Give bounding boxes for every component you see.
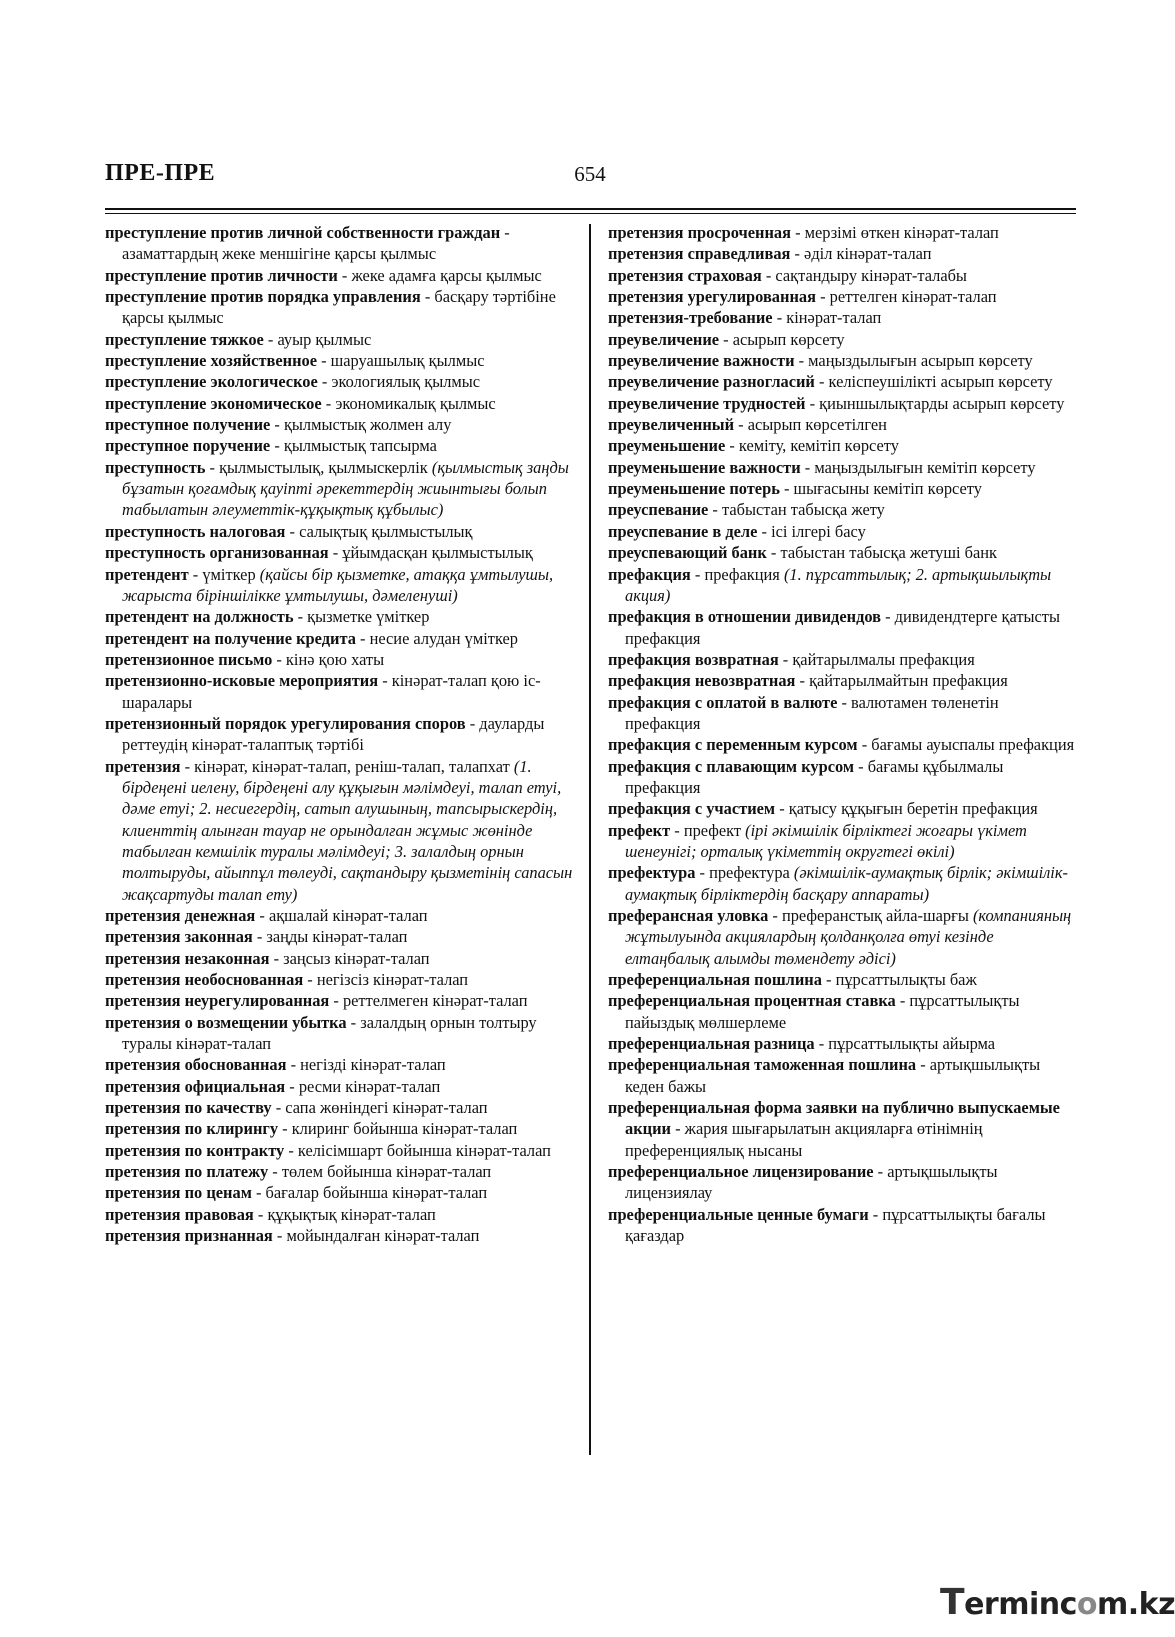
- entry-separator: -: [180, 756, 195, 776]
- entry-separator: -: [321, 393, 336, 413]
- page-header-title: ПРЕ-ПРЕ: [105, 160, 216, 186]
- dictionary-entry: [608, 820, 1078, 863]
- entry-term: преувеличение: [608, 329, 720, 349]
- entry-definition: кінәрат, кінәрат-талап, реніш-талап, талапхат: [194, 756, 510, 776]
- entry-definition: ісі ілгері басу: [771, 521, 866, 541]
- entry-term: префакция с плавающим курсом: [608, 756, 855, 776]
- entry-definition: бағалар бойынша кінәрат-талап: [265, 1183, 488, 1203]
- entry-separator: -: [337, 265, 352, 285]
- dictionary-entry: [608, 990, 1078, 1033]
- entry-separator: -: [420, 287, 435, 307]
- page-number: 654: [574, 162, 606, 186]
- entry-separator: -: [800, 457, 815, 477]
- dictionary-entry: [105, 713, 578, 756]
- entry-definition: бағамы құбылмалы префакция: [625, 756, 1004, 797]
- entry-definition: қайтарылмайтын префакция: [809, 671, 1008, 691]
- entry-definition: дауларды реттеудің кінәрат-талаптық тәртібі: [122, 713, 545, 755]
- entry-term: претензия признанная: [105, 1226, 273, 1246]
- dictionary-entry: [105, 350, 578, 371]
- entry-definition: асырып көрсетілген: [747, 415, 887, 435]
- dictionary-entry: [608, 329, 1078, 350]
- entry-definition: жария шығарылатын акцияларға өтінімнің преференциялық нысаны: [625, 1119, 983, 1160]
- dictionary-entry: [105, 222, 578, 265]
- dictionary-entry: [608, 243, 1078, 264]
- entry-separator: -: [775, 799, 789, 819]
- dictionary-entry: [105, 286, 578, 329]
- entry-separator: -: [791, 223, 805, 242]
- entry-term: претендент на должность: [105, 607, 294, 627]
- entry-definition: пұрсаттылықты айырма: [828, 1034, 996, 1054]
- entry-term: преференциальная таможенная пошлина: [608, 1055, 917, 1075]
- entry-term: претензия обоснованная: [105, 1055, 287, 1075]
- entry-separator: -: [355, 628, 370, 648]
- entry-term: преференциальные ценные бумаги: [608, 1204, 869, 1224]
- entry-separator: -: [328, 543, 343, 563]
- dictionary-entry: [608, 734, 1078, 755]
- entry-separator: -: [670, 820, 684, 840]
- entry-separator: -: [255, 906, 269, 925]
- entry-separator: -: [837, 692, 852, 712]
- dictionary-entry: [608, 393, 1078, 414]
- entry-separator: -: [772, 308, 787, 328]
- entry-definition: мерзімі өткен кінәрат-талап: [804, 223, 999, 242]
- entry-term: префакция с оплатой в валюте: [608, 692, 838, 712]
- entry-separator: -: [329, 991, 343, 1011]
- dictionary-entry: [105, 1097, 578, 1118]
- dictionary-entry: [105, 1161, 578, 1182]
- entry-gloss: (ірі әкімшілік бірліктегі жоғары үкімет шенеунігі; орталық үкіметтің округтегі өкілі): [625, 820, 1027, 861]
- entry-definition: сапа жөніндегі кінәрат-талап: [285, 1098, 488, 1118]
- entry-term: преувеличение разногласий: [608, 372, 815, 392]
- entry-separator: -: [303, 970, 317, 990]
- entry-term: претензия правовая: [105, 1204, 254, 1224]
- entry-definition: төлем бойынша кінәрат-талап: [281, 1162, 492, 1182]
- column-divider: [589, 224, 591, 1455]
- entry-term: претензия необоснованная: [105, 970, 304, 990]
- entry-definition: экологиялық қылмыс: [331, 372, 481, 392]
- entry-definition: пұрсаттылықты пайыздық мөлшерлеме: [625, 991, 1020, 1032]
- entry-separator: -: [272, 649, 286, 669]
- entry-separator: -: [761, 265, 776, 285]
- dictionary-entry: [608, 969, 1078, 990]
- dictionary-entry: [105, 414, 578, 435]
- entry-definition: қылмыстық жолмен алу: [283, 415, 452, 435]
- entry-term: претензия о возмещении убытка: [105, 1012, 347, 1032]
- entry-term: преступное получение: [105, 415, 271, 435]
- entry-separator: -: [695, 863, 710, 883]
- entry-separator: -: [814, 372, 829, 392]
- entry-separator: -: [270, 436, 284, 456]
- dictionary-entry: [608, 649, 1078, 670]
- dictionary-entry: [105, 435, 578, 456]
- entry-definition: келісімшарт бойынша кінәрат-талап: [297, 1140, 551, 1160]
- entry-term: префакция: [608, 564, 691, 584]
- entry-term: претендент на получение кредита: [105, 628, 356, 648]
- dictionary-entry: [608, 1054, 1078, 1097]
- entry-term: претензия законная: [105, 927, 253, 947]
- entry-separator: -: [317, 351, 331, 371]
- entry-definition: маңыздылығын кемітіп көрсету: [814, 457, 1036, 477]
- entry-separator: -: [269, 948, 284, 968]
- entry-definition: кінәрат-талап: [786, 308, 882, 328]
- entry-definition: әділ кінәрат-талап: [804, 244, 932, 264]
- dictionary-entry: [105, 1118, 578, 1139]
- entry-definition: асырып көрсету: [732, 329, 845, 349]
- entry-separator: -: [766, 543, 781, 563]
- dictionary-entry: [105, 628, 578, 649]
- entry-separator: -: [895, 991, 910, 1011]
- dictionary-entry: [105, 1140, 578, 1161]
- left-column: [105, 222, 578, 1247]
- entry-term: префакция в отношении дивидендов: [608, 607, 881, 627]
- dictionary-entry: [608, 265, 1078, 286]
- dictionary-entry: [608, 905, 1078, 969]
- entry-separator: -: [293, 607, 308, 627]
- entry-separator: -: [854, 756, 868, 776]
- entry-definition: кеміту, кемітіп көрсету: [738, 436, 899, 456]
- dictionary-entry: [608, 414, 1078, 435]
- dictionary-entry: [608, 435, 1078, 456]
- entry-separator: -: [205, 457, 220, 477]
- entry-term: преступление тяжкое: [105, 329, 264, 349]
- entry-definition: құқықтық кінәрат-талап: [267, 1204, 436, 1224]
- entry-definition: ұйымдасқан қылмыстылық: [342, 543, 533, 563]
- entry-separator: -: [708, 500, 722, 520]
- entry-separator: -: [268, 1162, 282, 1182]
- entry-separator: -: [272, 1226, 287, 1246]
- header-rule-thick: [105, 208, 1076, 210]
- dictionary-entry: [608, 478, 1078, 499]
- dictionary-entry: [105, 329, 578, 350]
- entry-definition: реттелген кінәрат-талап: [829, 287, 997, 307]
- entry-definition: шығасыны кемітіп көрсету: [793, 479, 982, 499]
- entry-separator: -: [465, 713, 480, 733]
- entry-term: преступность: [105, 457, 206, 477]
- entry-term: претензия по клирингу: [105, 1119, 279, 1139]
- entry-term: преступление экологическое: [105, 372, 318, 392]
- entry-definition: табыстан табысқа жету: [721, 500, 885, 520]
- dictionary-entry: [105, 1182, 578, 1203]
- entry-definition: маңыздылығын асырып көрсету: [808, 351, 1033, 371]
- entry-definition: пұрсаттылықты баж: [835, 970, 977, 990]
- entry-term: преступное поручение: [105, 436, 271, 456]
- dictionary-entry: [105, 1076, 578, 1097]
- entry-separator: -: [725, 436, 739, 456]
- dictionary-entry: [608, 521, 1078, 542]
- entry-definition: реттелмеген кінәрат-талап: [342, 991, 528, 1011]
- entry-term: преуменьшение: [608, 436, 726, 456]
- dictionary-entry: [608, 798, 1078, 819]
- entry-separator: -: [805, 393, 820, 413]
- entry-separator: -: [857, 735, 872, 755]
- entry-separator: -: [795, 671, 810, 691]
- entry-separator: -: [757, 521, 772, 541]
- entry-definition: қатысу құқығын беретін префакция: [788, 799, 1038, 819]
- dictionary-entry: [105, 521, 578, 542]
- entry-separator: -: [814, 1034, 829, 1054]
- dictionary-entry: [608, 1033, 1078, 1054]
- dictionary-entry: [608, 499, 1078, 520]
- entry-term: претензия официальная: [105, 1076, 286, 1096]
- entry-definition: азаматтардың жеке меншігіне қарсы қылмыс: [122, 244, 437, 264]
- entry-term: преступление против личности: [105, 265, 338, 285]
- dictionary-entry: [608, 542, 1078, 563]
- entry-term: преуспевание в деле: [608, 521, 758, 541]
- entry-definition: кінә қою хаты: [285, 649, 385, 669]
- entry-gloss: (қайсы бір қызметке, атаққа ұмтылушы, жарыста біріншілікке ұмтылушы, дәмеленуші): [122, 564, 554, 605]
- entry-definition: экономикалық қылмыс: [335, 393, 496, 413]
- entry-term: префакция с переменным курсом: [608, 735, 858, 755]
- entry-definition: префект: [683, 820, 742, 840]
- entry-definition: префектура: [709, 863, 790, 883]
- entry-definition: заңсыз кінәрат-талап: [283, 948, 430, 968]
- entry-separator: -: [188, 564, 203, 584]
- header-rule-thin: [105, 213, 1076, 214]
- entry-definition: ақшалай кінәрат-талап: [268, 906, 428, 925]
- entry-separator: -: [868, 1204, 883, 1224]
- entry-separator: -: [263, 329, 278, 349]
- entry-definition: қылмыстық тапсырма: [283, 436, 437, 456]
- entry-separator: -: [821, 970, 836, 990]
- entry-definition: қызметке үміткер: [307, 607, 430, 627]
- entry-definition: валютамен төленетін префакция: [625, 692, 999, 733]
- entry-term: преступление хозяйственное: [105, 351, 317, 371]
- entry-separator: -: [873, 1162, 888, 1182]
- entry-definition: негізді кінәрат-талап: [300, 1055, 446, 1075]
- entry-separator: -: [251, 1183, 266, 1203]
- entry-gloss: (әкімшілік-аумақтық бірлік; әкімшілік-аумақтық бірліктердің басқару аппараты): [625, 863, 1068, 904]
- dictionary-entry: [105, 457, 578, 521]
- dictionary-entry: [608, 286, 1078, 307]
- dictionary-entry: [105, 948, 578, 969]
- entry-term: преувеличение важности: [608, 351, 795, 371]
- entry-definition: заңды кінәрат-талап: [266, 927, 408, 947]
- entry-separator: -: [779, 479, 794, 499]
- entry-term: претендент: [105, 564, 189, 584]
- entry-term: преуменьшение важности: [608, 457, 801, 477]
- entry-definition: артықшылықты лицензиялау: [625, 1162, 998, 1203]
- dictionary-entry: [608, 1161, 1078, 1204]
- entry-term: претензия по платежу: [105, 1162, 269, 1182]
- entry-definition: жеке адамға қарсы қылмыс: [351, 265, 542, 285]
- entry-term: преференциальная форма заявки на публично выпускаемые акции: [608, 1098, 1060, 1139]
- entry-term: префакция невозвратная: [608, 671, 796, 691]
- entry-term: префакция с участием: [608, 799, 776, 819]
- entry-separator: -: [271, 1098, 286, 1118]
- entry-separator: -: [253, 1204, 268, 1224]
- entry-term: преуменьшение потерь: [608, 479, 780, 499]
- entry-separator: -: [794, 351, 809, 371]
- dictionary-entry: [105, 393, 578, 414]
- entry-separator: -: [768, 906, 782, 925]
- entry-separator: -: [346, 1012, 361, 1032]
- entry-term: преуспевание: [608, 500, 709, 520]
- entry-term: преференциальная разница: [608, 1034, 815, 1054]
- dictionary-entry: [105, 670, 578, 713]
- entry-definition: негізсіз кінәрат-талап: [316, 970, 469, 990]
- termincom-logo: Termincom.kz: [940, 1582, 1175, 1623]
- entry-definition: үміткер: [202, 564, 256, 584]
- entry-separator: -: [719, 329, 733, 349]
- entry-definition: қиыншылықтарды асырып көрсету: [819, 393, 1065, 413]
- dictionary-entry: [608, 350, 1078, 371]
- entry-term: претензия просроченная: [608, 223, 791, 242]
- entry-term: претензия по ценам: [105, 1183, 252, 1203]
- entry-separator: -: [670, 1119, 685, 1139]
- entry-separator: -: [916, 1055, 930, 1075]
- entry-term: преступление экономическое: [105, 393, 322, 413]
- entry-separator: -: [270, 415, 284, 435]
- entry-separator: -: [286, 1055, 301, 1075]
- dictionary-entry: [608, 862, 1078, 905]
- entry-definition: клиринг бойынша кінәрат-талап: [291, 1119, 518, 1139]
- entry-definition: дивидендтерге қатысты префакция: [625, 607, 1060, 648]
- entry-gloss: (1. пұрсаттылық; 2. артықшылықты акция): [625, 564, 1052, 605]
- dictionary-entry: [608, 457, 1078, 478]
- entry-term: претензия: [105, 756, 181, 776]
- entry-term: претензия незаконная: [105, 948, 270, 968]
- entry-term: префакция возвратная: [608, 649, 779, 669]
- entry-term: претензия денежная: [105, 906, 256, 925]
- entry-separator: -: [734, 415, 748, 435]
- entry-term: преференциальная процентная ставка: [608, 991, 896, 1011]
- dictionary-entry: [608, 1097, 1078, 1161]
- entry-term: претензия страховая: [608, 265, 762, 285]
- entry-term: преуспевающий банк: [608, 543, 767, 563]
- dictionary-entry: [105, 542, 578, 563]
- entry-term: претензия по контракту: [105, 1140, 285, 1160]
- entry-separator: -: [778, 649, 793, 669]
- dictionary-entry: [105, 606, 578, 627]
- entry-term: преференциальное лицензирование: [608, 1162, 874, 1182]
- entry-term: претензия-требование: [608, 308, 773, 328]
- dictionary-entry: [105, 1225, 578, 1246]
- entry-definition: артықшылықты кеден бажы: [625, 1055, 1041, 1096]
- entry-definition: мойындалған кінәрат-талап: [286, 1226, 480, 1246]
- dictionary-entry: [105, 371, 578, 392]
- entry-term: преступление против личной собственности граждан: [105, 223, 501, 242]
- entry-separator: -: [815, 287, 830, 307]
- entry-definition: ауыр қылмыс: [277, 329, 372, 349]
- entry-definition: сақтандыру кінәрат-талабы: [775, 265, 967, 285]
- entry-definition: шаруашылық қылмыс: [330, 351, 485, 371]
- entry-separator: -: [252, 927, 267, 947]
- entry-term: префект: [608, 820, 671, 840]
- dictionary-entry: [608, 564, 1078, 607]
- dictionary-entry: [608, 670, 1078, 691]
- dictionary-entry: [608, 371, 1078, 392]
- entry-separator: -: [790, 244, 805, 264]
- entry-definition: табыстан табысқа жетуші банк: [780, 543, 997, 563]
- entry-definition: ресми кінәрат-талап: [298, 1076, 441, 1096]
- entry-term: претензионный порядок урегулирования споров: [105, 713, 466, 733]
- dictionary-entry: [608, 606, 1078, 649]
- dictionary-entry: [105, 926, 578, 947]
- entry-term: преувеличенный: [608, 415, 735, 435]
- entry-separator: -: [278, 1119, 292, 1139]
- entry-definition: келіспеушілікті асырып көрсету: [828, 372, 1053, 392]
- entry-gloss: (компанияның жұтылуында акциялардың қолданқолға өтуі кезінде елтаңбалық алымды төмендету әдісі): [625, 906, 1072, 968]
- dictionary-entry: [105, 564, 578, 607]
- dictionary-entry: [105, 990, 578, 1011]
- entry-term: претензия справедливая: [608, 244, 791, 264]
- entry-separator: -: [285, 521, 300, 541]
- entry-definition: кінәрат-талап қою іс-шаралары: [122, 671, 541, 712]
- entry-definition: преферанстық айла-шарғы: [781, 906, 969, 925]
- dictionary-entry: [608, 222, 1078, 243]
- entry-separator: -: [378, 671, 392, 691]
- entry-gloss: (қылмыстық заңды бұзатын қоғамдық қауіпті әрекеттердің жиынтығы болып табылатын әлеуметтік-құқықтық құбылыс): [122, 457, 569, 520]
- entry-term: претензия по качеству: [105, 1098, 272, 1118]
- entry-separator: -: [881, 607, 895, 627]
- dictionary-entry: [105, 969, 578, 990]
- entry-term: преференциальная пошлина: [608, 970, 822, 990]
- entry-term: преувеличение трудностей: [608, 393, 806, 413]
- dictionary-entry: [105, 905, 578, 926]
- entry-term: претензия неурегулированная: [105, 991, 330, 1011]
- dictionary-entry: [105, 1012, 578, 1055]
- entry-separator: -: [285, 1076, 299, 1096]
- dictionary-entry: [105, 265, 578, 286]
- dictionary-entry: [608, 307, 1078, 328]
- entry-term: преступность налоговая: [105, 521, 286, 541]
- entry-definition: залалдың орнын толтыру туралы кінәрат-талап: [122, 1012, 537, 1054]
- entry-definition: басқару тәртібіне қарсы қылмыс: [122, 287, 556, 328]
- entry-term: претензионное письмо: [105, 649, 273, 669]
- right-column: [608, 222, 1078, 1247]
- entry-term: префектура: [608, 863, 696, 883]
- entry-term: преферансная уловка: [608, 906, 769, 925]
- dictionary-entry: [608, 692, 1078, 735]
- entry-definition: қайтарылмалы префакция: [792, 649, 975, 669]
- entry-definition: қылмыстылық, қылмыскерлік: [219, 457, 428, 477]
- entry-term: преступность организованная: [105, 543, 329, 563]
- entry-term: претензионно-исковые мероприятия: [105, 671, 379, 691]
- entry-gloss: (1. бірдеңені иелену, бірдеңені алу құқығын мәлімдеуі, талап етуі, дәме етуі; 2. несиегердің, сатып алушының, тапсырыскердің, клиенттің алынған тауар не орындалған жұмыс жөнінде табылған кемшілік туралы мәлімдеуі; 3. залалдың орнын толтыруды, айыппұл төлеуді, сақтандыру қызметінің сапасын жақсартуды талап ету): [122, 756, 573, 904]
- entry-definition: пұрсаттылықты бағалы қағаздар: [625, 1204, 1046, 1246]
- entry-definition: салықтық қылмыстылық: [299, 521, 473, 541]
- entry-term: преступление против порядка управления: [105, 287, 421, 307]
- dictionary-entry: [105, 1054, 578, 1075]
- dictionary-entry: [105, 649, 578, 670]
- dictionary-entry: [608, 756, 1078, 799]
- entry-separator: -: [690, 564, 705, 584]
- dictionary-entry: [608, 1204, 1078, 1247]
- entry-definition: бағамы ауыспалы префакция: [871, 735, 1075, 755]
- entry-separator: -: [284, 1140, 298, 1160]
- entry-term: претензия урегулированная: [608, 287, 816, 307]
- entry-separator: -: [317, 372, 332, 392]
- entry-definition: несие алудан үміткер: [369, 628, 518, 648]
- entry-definition: префакция: [704, 564, 780, 584]
- dictionary-entry: [105, 1204, 578, 1225]
- entry-separator: -: [500, 223, 510, 242]
- dictionary-entry: [105, 756, 578, 905]
